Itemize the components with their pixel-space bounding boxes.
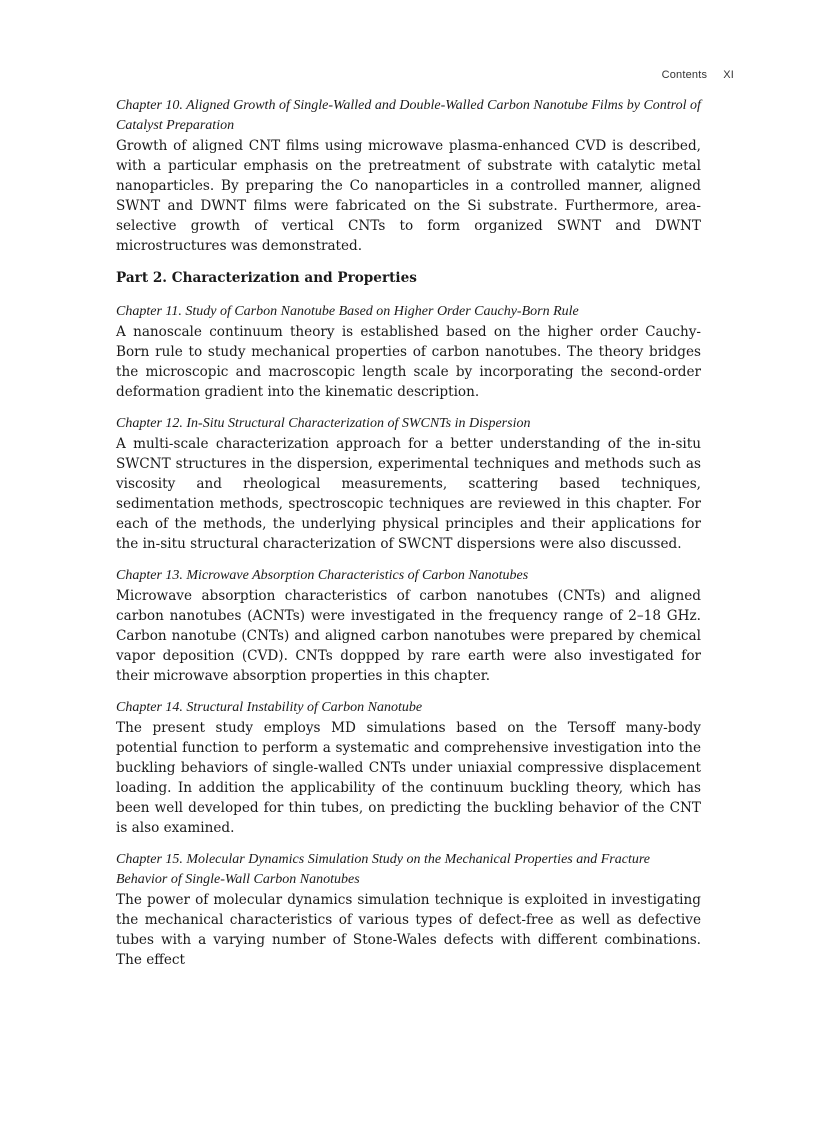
chapter-entry-15: [116, 850, 701, 970]
chapter-entry-13: [116, 566, 701, 686]
chapter-title: Chapter 14. Structural Instability of Carbon Nanotube: [116, 700, 423, 715]
page-number: XI: [723, 69, 734, 81]
running-header-section: Contents: [661, 69, 708, 81]
chapter-entry-11: [116, 302, 701, 402]
chapter-description: Microwave absorption characteristics of carbon nanotubes (CNTs) and aligned carbon nanotubes (ACNTs) were investigated in the frequency range of 2–18 GHz. Carbon nanotube (CNTs) and aligned carbon nanotubes were prepared by chemical vapor deposition (CVD). CNTs doppped by rare earth were also investigated for their microwave absorption properties in this chapter.: [116, 588, 701, 684]
chapter-description: A nanoscale continuum theory is established based on the higher order Cauchy-Born rule to study mechanical properties of carbon nanotubes. The theory bridges the microscopic and macroscopic length scale by incorporating the second-order deformation gradient into the kinematic description.: [116, 324, 701, 400]
chapter-title: Chapter 13. Microwave Absorption Characteristics of Carbon Nanotubes: [116, 568, 529, 583]
running-header: [662, 69, 734, 81]
chapter-description: The present study employs MD simulations based on the Tersoff many-body potential function to perform a systematic and comprehensive investigation into the buckling behaviors of single-walled CNTs under uniaxial compressive displacement loading. In addition the applicability of the continuum buckling theory, which has been well developed for thin tubes, on predicting the buckling behavior of the CNT is also examined.: [116, 720, 701, 836]
chapter-title: Chapter 15. Molecular Dynamics Simulation Study on the Mechanical Properties and Fracture Behavior of Single-Wall Carbon Nanotubes: [116, 852, 650, 887]
chapter-description: The power of molecular dynamics simulation technique is exploited in investigating the mechanical characteristics of various types of defect-free as well as defective tubes with a varying number of Stone-Wales defects with different combinations. The effect: [116, 892, 701, 968]
chapter-entry-12: [116, 414, 701, 554]
contents-body: [116, 96, 701, 982]
chapter-description: A multi-scale characterization approach for a better understanding of the in-situ SWCNT structures in the dispersion, experimental techniques and methods such as viscosity and rheological measurements, scattering based techniques, sedimentation methods, spectroscopic techniques are reviewed in this chapter. For each of the methods, the underlying physical principles and their applications for the in-situ structural characterization of SWCNT dispersions were also discussed.: [116, 436, 701, 552]
chapter-title: Chapter 12. In-Situ Structural Characterization of SWCNTs in Dispersion: [116, 416, 531, 431]
chapter-entry-10: [116, 96, 701, 256]
part-heading: Part 2. Characterization and Properties: [116, 270, 417, 286]
chapter-title: Chapter 10. Aligned Growth of Single-Walled and Double-Walled Carbon Nanotube Films by Control of Catalyst Preparation: [116, 98, 701, 133]
chapter-description: Growth of aligned CNT films using microwave plasma-enhanced CVD is described, with a particular emphasis on the pretreatment of substrate with catalytic metal nanoparticles. By preparing the Co nanoparticles in a controlled manner, aligned SWNT and DWNT films were fabricated on the Si substrate. Furthermore, area-selective growth of vertical CNTs to form organized SWNT and DWNT microstructures was demonstrated.: [116, 138, 701, 254]
chapter-entry-14: [116, 698, 701, 838]
chapter-title: Chapter 11. Study of Carbon Nanotube Based on Higher Order Cauchy-Born Rule: [116, 304, 579, 319]
